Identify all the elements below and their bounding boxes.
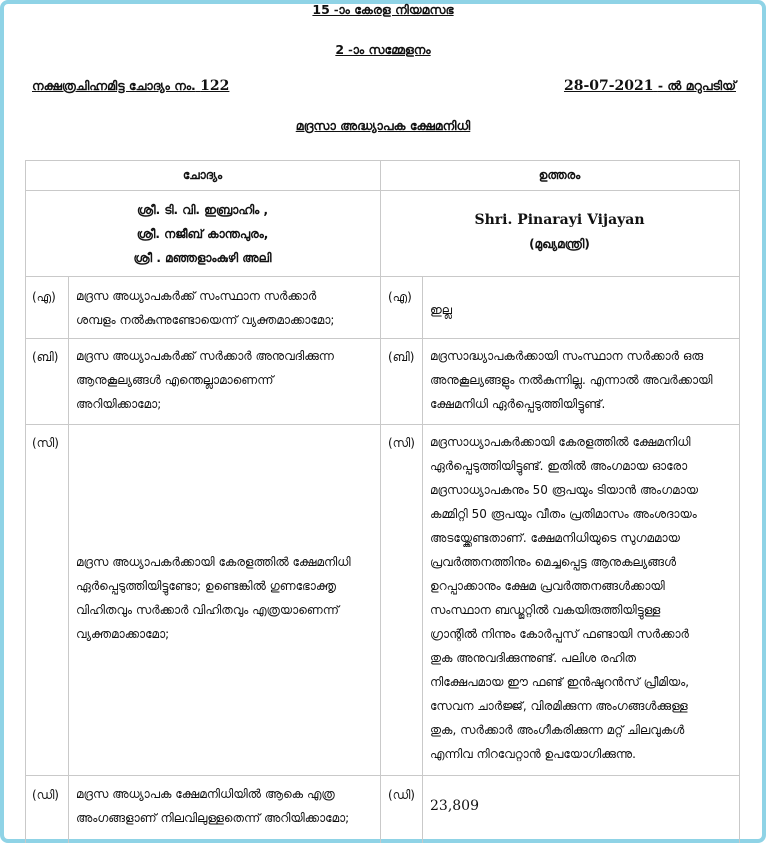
answer-line: ഏർപ്പെടുത്തിയിട്ടുണ്ട്. ഇതിൽ അംഗമായ ഓരോ xyxy=(430,459,688,473)
row-label-a-answer: (എ) xyxy=(388,290,412,304)
question-line: മദ്രസ അധ്യാപകർക്കായി കേരളത്തിൽ ക്ഷേമനിധി xyxy=(76,555,351,569)
session-title: 2 -ാം സമ്മേളനം xyxy=(335,42,431,57)
row-label-b: (ബി) xyxy=(32,350,59,364)
answer-line: തുക, സർക്കാർ അംഗീകരിക്കുന്ന മറ്റ് ചിലവുകൾ xyxy=(430,723,685,737)
question-line: വിഹിതവും സർക്കാർ വിഹിതവും എത്രയാണെന്ന് xyxy=(76,603,339,617)
asker-name: ശ്രീ. ടി. വി. ഇബ്രാഹിം , xyxy=(136,203,269,217)
answer-line: തുക അനുവദിക്കുന്നുണ്ട്. പലിശ രഹിത xyxy=(430,651,636,665)
asker-name: ശ്രീ. നജീബ് കാന്തപുരം, xyxy=(136,227,269,241)
question-line: ശമ്പളം നൽകുന്നുണ്ടോയെന്ന് വ്യക്തമാക്കാമോ; xyxy=(76,313,335,327)
question-b xyxy=(76,344,376,416)
answer-c xyxy=(430,430,735,766)
answer-line: ഉറപ്പാക്കാനും ക്ഷേമ പ്രവർത്തനങ്ങൾക്കായി xyxy=(430,579,665,593)
answer-line: ക്ഷേമനിധി ഏർപ്പെടുത്തിയിട്ടുണ്ട്. xyxy=(430,397,606,411)
row-label-d-answer: (ഡി) xyxy=(388,788,415,802)
answer-line: ഇല്ല xyxy=(430,303,453,317)
answer-line: നിക്ഷേപമായ ഈ ഫണ്ട് ഇൻഷുറൻസ് പ്രീമിയം, xyxy=(430,675,690,689)
question-line: മദ്രസ അധ്യാപക ക്ഷേമനിധിയിൽ ആകെ എത്ര xyxy=(76,787,335,801)
row-label-c-answer: (സി) xyxy=(388,436,415,450)
answer-line: സേവന ചാർജ്ജ്, വിരമിക്കുന്ന അംഗങ്ങൾക്കുള്ള xyxy=(430,699,688,713)
answer-line: അനുകൂല്യങ്ങളും നൽകുന്നില്ല. എന്നാൽ അവർക്കായി xyxy=(430,373,713,387)
row-label-d: (ഡി) xyxy=(32,788,59,802)
question-column-header: ചോദ്യം xyxy=(182,168,223,182)
question-line: അംഗങ്ങളാണ് നിലവിലുള്ളതെന്ന് അറിയിക്കാമോ; xyxy=(76,811,350,825)
question-number: 122 xyxy=(200,78,230,94)
answer-line: എന്നിവ നിറവേറ്റാൻ ഉപയോഗിക്കുന്നു. xyxy=(430,747,636,761)
answer-line: മദ്രസാധ്യാപകർക്കായി കേരളത്തിൽ ക്ഷേമനിധി xyxy=(430,435,691,449)
question-c xyxy=(76,550,376,646)
answer-line: മദ്രസാദ്ധ്യാപകർക്കായി സംസ്ഥാന സർക്കാർ ഒരു xyxy=(430,349,704,363)
question-label: നക്ഷത്രചിഹ്നമിട്ട ചോദ്യം നം. xyxy=(32,78,196,93)
question-line: ഏർപ്പെടുത്തിയിട്ടുണ്ടോ; ഉണ്ടെങ്കിൽ ഗുണഭോക്തൃ xyxy=(76,579,336,593)
answer-line: അടയ്ക്കേണ്ടതാണ്. ക്ഷേമനിധിയുടെ സുഗമമായ xyxy=(430,531,680,545)
answer-line: കമ്മിറ്റി 50 രൂപയും വീതം പ്രതിമാസം അംശദായം xyxy=(430,507,697,521)
question-line: മദ്രസ അധ്യാപകർക്ക് സംസ്ഥാന സർക്കാർ xyxy=(76,289,317,303)
answer-line: 23,809 xyxy=(430,798,479,814)
assembly-title: 15 -ാം കേരള നിയമസഭ xyxy=(312,2,454,17)
question-number-line xyxy=(32,78,229,94)
question-line: ആനുകൂല്യങ്ങൾ എന്തെല്ലാമാണെന്ന് xyxy=(76,373,274,387)
answerer-block xyxy=(380,208,739,256)
answer-date: 28-07-2021 xyxy=(563,78,654,94)
question-line: വ്യക്തമാക്കാമോ; xyxy=(76,627,170,641)
answer-date-line xyxy=(564,78,736,94)
answer-date-suffix: - ൽ മറുപടിയ് xyxy=(657,78,736,93)
askers-list xyxy=(25,198,380,270)
answer-line: സംസ്ഥാന ബഡ്ജറ്റിൽ വകയിരുത്തിയിട്ടുള്ള xyxy=(430,603,661,617)
question-a xyxy=(76,284,376,332)
answer-column-header: ഉത്തരം xyxy=(538,168,581,182)
question-d xyxy=(76,782,376,830)
question-line: മദ്രസ അധ്യാപകർക്ക് സർക്കാർ അനുവദിക്കുന്ന xyxy=(76,349,334,363)
answer-a xyxy=(430,298,735,322)
question-line: അറിയിക്കാമോ; xyxy=(76,397,162,411)
answer-line: മദ്രസാധ്യാപകനും 50 രൂപയും ടിയാൻ അംഗമായ xyxy=(430,483,698,497)
answerer-name: Shri. Pinarayi Vijayan xyxy=(474,212,645,228)
row-label-a: (എ) xyxy=(32,290,56,304)
answer-line: പ്രവർത്തനത്തിനും മെച്ചപ്പെട്ട ആനുകല്യങ്ങൾ xyxy=(430,555,677,569)
answer-b xyxy=(430,344,735,416)
answerer-title: (മുഖ്യമന്ത്രി) xyxy=(529,237,590,251)
row-label-c: (സി) xyxy=(32,436,59,450)
answer-line: ഗ്രാന്റിൽ നിന്നും കോർപ്പസ് ഫണ്ടായി സർക്കാർ xyxy=(430,627,689,641)
answer-d xyxy=(430,794,735,818)
row-label-b-answer: (ബി) xyxy=(388,350,415,364)
asker-name: ശ്രീ . മഞ്ഞളാംകുഴി അലി xyxy=(133,251,272,265)
subject-title: മദ്രസാ അദ്ധ്യാപക ക്ഷേമനിധി xyxy=(295,118,471,133)
